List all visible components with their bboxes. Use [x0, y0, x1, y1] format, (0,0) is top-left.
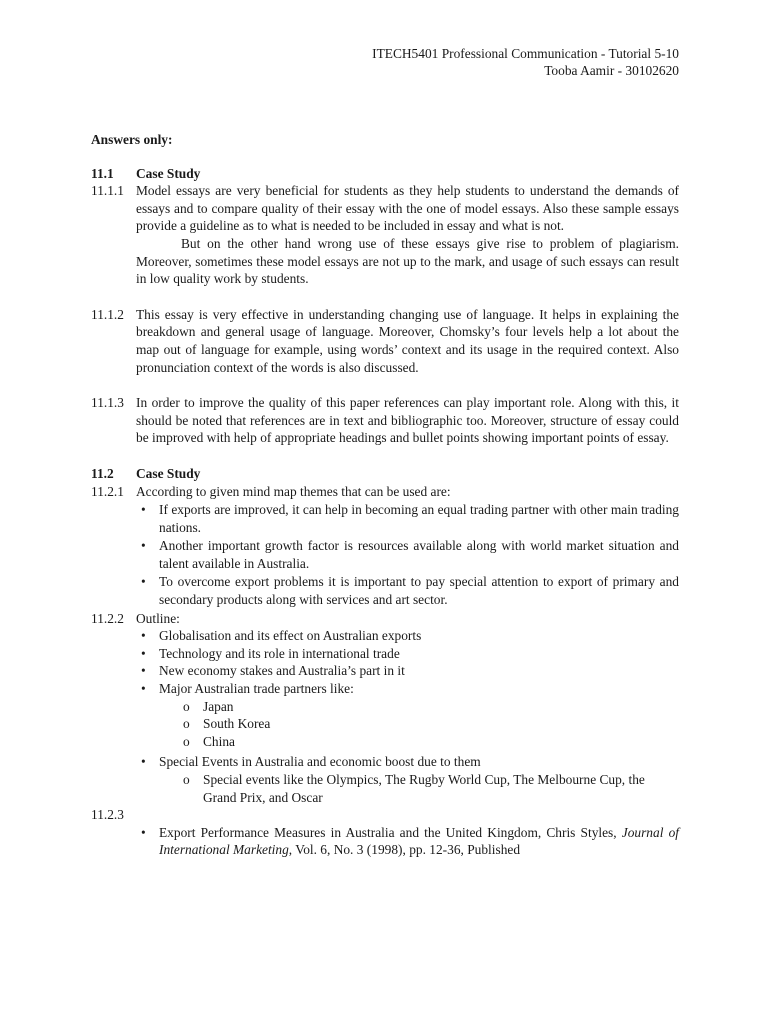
list-item-text: Major Australian trade partners like: — [159, 681, 354, 697]
item-11-2-1 — [91, 483, 679, 501]
sub-bullet-icon: o — [183, 716, 190, 732]
bullet-icon: • — [141, 538, 146, 554]
list-item — [91, 662, 679, 680]
header-author-line: Tooba Aamir - 30102620 — [544, 63, 679, 78]
paragraph: In order to improve the quality of this paper references can play important role. Along with this, it should be noted that references are in text and bibliographic too. Moreover, structure of essay could be improved with help of appropriate headings and bullet points showing important points of essay. — [136, 395, 679, 446]
item-number: 11.1.1 — [91, 183, 124, 199]
list-item — [91, 753, 679, 771]
list-item — [91, 537, 679, 572]
document-body — [91, 131, 679, 859]
list-item — [91, 627, 679, 645]
reference-authors: Export Performance Measures in Australia and the United Kingdom, Chris Styles, — [159, 824, 622, 840]
reference-text — [159, 824, 679, 859]
list-item — [91, 573, 679, 608]
section-11-1-heading — [91, 165, 679, 183]
list-item-text: Special Events in Australia and economic boost due to them — [159, 754, 481, 770]
list-item-text: Technology and its role in international trade — [159, 645, 400, 661]
sub-list-item-text: Japan — [203, 698, 234, 714]
item-intro: According to given mind map themes that can be used are: — [136, 483, 451, 499]
sub-bullet-icon: o — [183, 733, 190, 749]
bullet-icon: • — [141, 502, 146, 518]
answers-label: Answers only: — [91, 132, 173, 147]
section-11-2-heading — [91, 465, 679, 483]
sub-list-item — [91, 733, 679, 751]
item-11-1-3 — [91, 394, 679, 447]
list-item — [91, 645, 679, 663]
item-11-1-1 — [91, 182, 679, 288]
sub-bullet-icon: o — [183, 698, 190, 714]
list-item-text: To overcome export problems it is important to pay special attention to export of primary and secondary products along with services and art sector. — [159, 574, 679, 608]
bullet-icon: • — [141, 824, 146, 840]
sub-list-item — [91, 698, 679, 716]
bullet-icon: • — [141, 645, 146, 661]
list-item-text: Another important growth factor is resources available along with world market situation and talent available in Australia. — [159, 538, 679, 571]
item-number: 11.2.3 — [91, 807, 124, 823]
bullet-icon: • — [141, 754, 146, 770]
bullet-icon: • — [141, 574, 146, 590]
item-number: 11.1.3 — [91, 395, 124, 411]
item-number: 11.2.1 — [91, 483, 124, 499]
list-item — [91, 680, 679, 698]
bullet-icon: • — [141, 628, 146, 644]
reference-journal: Journal of International Marketing — [159, 824, 679, 858]
paragraph: But on the other hand wrong use of these essays give rise to problem of plagiarism. Moreover, sometimes these model essays are not up to the mark, and usage of such essays can result in low quality work by students. — [136, 235, 679, 287]
document-header — [372, 45, 679, 79]
list-item — [91, 501, 679, 536]
section-number: 11.2 — [91, 465, 114, 481]
item-11-2-3 — [91, 806, 679, 824]
item-number: 11.1.2 — [91, 306, 124, 322]
sub-list-item — [91, 715, 679, 733]
header-course-line: ITECH5401 Professional Communication - Tutorial 5-10 — [372, 46, 679, 61]
list-item — [91, 824, 679, 859]
list-item-text: If exports are improved, it can help in becoming an equal trading partner with other main trading nations. — [159, 502, 679, 535]
paragraph: This essay is very effective in understanding changing use of language. It helps in explaining the breakdown and general usage of language. Moreover, Chomsky’s four levels help a lot about the map out of language for example, using words’ context and its usage in the required context. Also pronunciation context of the words is also discussed. — [136, 306, 679, 375]
item-11-2-2 — [91, 610, 679, 628]
sub-list-item-text: Special events like the Olympics, The Rugby World Cup, The Melbourne Cup, the Grand Prix, and Oscar — [203, 772, 645, 805]
sub-list-item — [91, 771, 679, 806]
item-11-1-2 — [91, 306, 679, 376]
item-intro: Outline: — [136, 610, 180, 626]
paragraph: Model essays are very beneficial for students as they help students to understand the demands of essays and to compare quality of their essay with the one of model essays. Also these sample essays provide a guideline as to what is needed to be included in essay and what is not. — [136, 183, 679, 234]
sub-bullet-icon: o — [183, 772, 190, 787]
section-title: Case Study — [136, 465, 201, 481]
item-number: 11.2.2 — [91, 610, 124, 626]
bullet-icon: • — [141, 663, 146, 679]
sub-list-item-text: China — [203, 733, 235, 749]
section-number: 11.1 — [91, 165, 114, 181]
bullet-icon: • — [141, 681, 146, 697]
list-item-text: New economy stakes and Australia’s part in it — [159, 663, 405, 679]
list-item-text: Globalisation and its effect on Australian exports — [159, 628, 422, 644]
section-title: Case Study — [136, 165, 201, 181]
reference-details: , Vol. 6, No. 3 (1998), pp. 12-36, Published — [288, 842, 521, 858]
sub-list-item-text: South Korea — [203, 716, 271, 732]
